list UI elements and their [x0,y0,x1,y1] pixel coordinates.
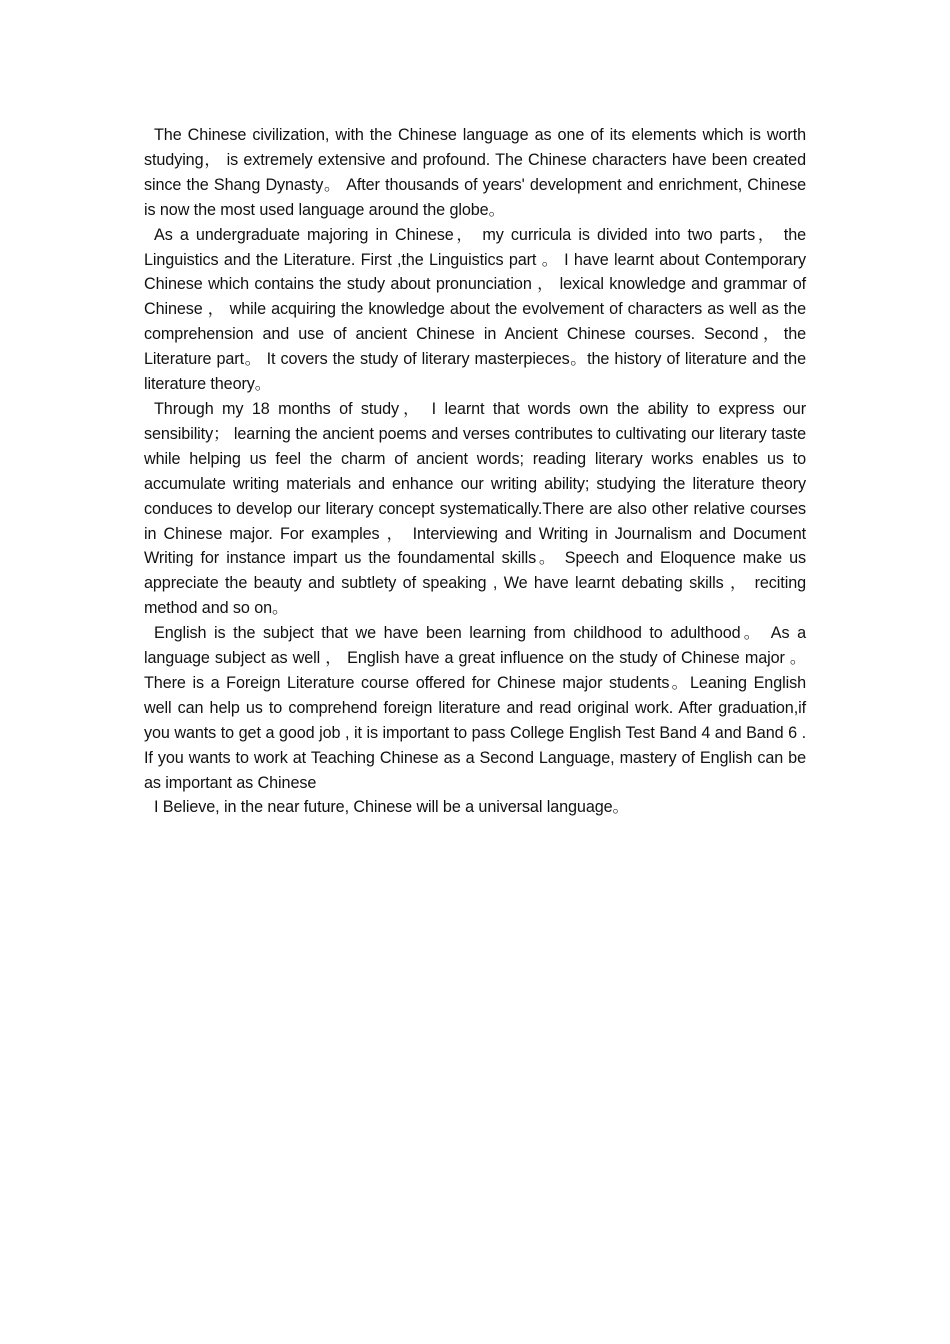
essay-body [144,123,806,820]
paragraph-conclusion: I Believe, in the near future, Chinese will be a universal language。 [154,798,629,817]
paragraph-study-experience: Through my 18 months of study， I learnt that words own the ability to express our sensibility； learning the ancient poems and verses contributes to cultivating our literary taste while helping us feel the charm of ancient words; reading literary works enables us to accumulate writing materials and enhance our writing ability; studying the literature theory conduces to develop our literary concept systematically.There are also other relative courses in Chinese major. For examples ， Interviewing and Writing in Journalism and Document Writing for instance impart us the foundamental skills。 Speech and Eloquence make us appreciate the beauty and subtlety of speaking , We have learnt debating skills ， reciting method and so on。 [144,399,806,618]
paragraph-curricula: As a undergraduate majoring in Chinese， my curricula is divided into two parts， the Linguistics and the Literature. First ,the Linguistics part 。 I have learnt about Contemporary Chinese which contains the study about pronunciation ， lexical knowledge and grammar of Chinese ， while acquiring the knowledge about the evolvement of characters as well as the comprehension and use of ancient Chinese in Ancient Chinese courses. Second，the Literature part。 It covers the study of literary masterpieces。the history of literature and the literature theory。 [144,225,806,394]
paragraph-english: English is the subject that we have been learning from childhood to adulthood。 As a language subject as well ， English have a great influence on the study of Chinese major 。 There is a Foreign Literature course offered for Chinese major students。Leaning English well can help us to comprehend foreign literature and read original work. After graduation,if you wants to get a good job , it is important to pass College English Test Band 4 and Band 6 . If you wants to work at Teaching Chinese as a Second Language, mastery of English can be as important as Chinese [144,624,806,792]
paragraph-intro: The Chinese civilization, with the Chinese language as one of its elements which is worth studying， is extremely extensive and profound. The Chinese characters have been created since the Shang Dynasty。 After thousands of years' development and enrichment, Chinese is now the most used language around the globe。 [144,126,806,219]
